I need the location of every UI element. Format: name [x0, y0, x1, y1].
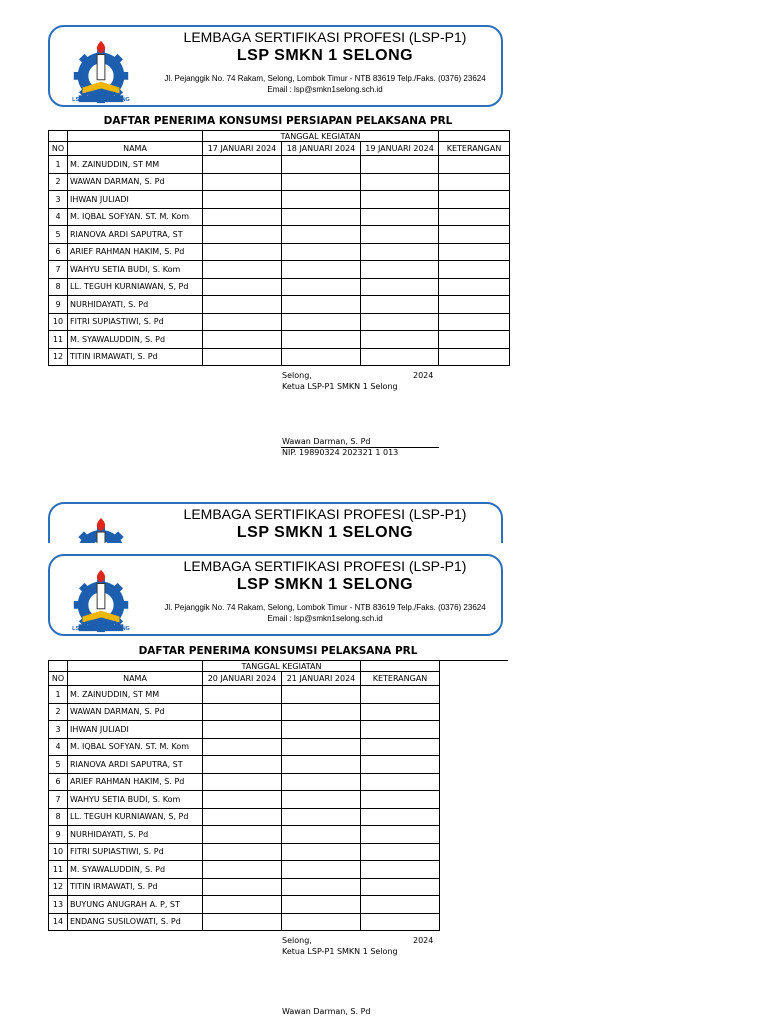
col-nama: NAMA	[68, 672, 203, 686]
email-line: Email : lsp@smkn1selong.sch.id	[267, 614, 383, 623]
col-date: 21 JANUARI 2024	[282, 672, 361, 686]
empty-cell	[439, 208, 510, 226]
row-name: TITIN IRMAWATI, S. Pd	[68, 878, 203, 896]
col-keterangan: KETERANGAN	[439, 142, 510, 156]
place: Selong,	[282, 371, 312, 380]
blank-cell	[49, 131, 68, 142]
row-number: 3	[49, 191, 68, 209]
table-row	[49, 721, 440, 739]
table-row	[49, 773, 440, 791]
empty-cell	[439, 331, 510, 349]
empty-cell	[203, 861, 282, 879]
row-number: 4	[49, 208, 68, 226]
table-row	[49, 703, 440, 721]
empty-cell	[361, 278, 439, 296]
empty-cell	[361, 686, 440, 704]
row-name: M. SYAWALUDDIN, S. Pd	[68, 331, 203, 349]
table-row	[49, 348, 510, 366]
empty-cell	[439, 348, 510, 366]
institution-address	[150, 73, 500, 95]
sheet-1-title: DAFTAR PENERIMA KONSUMSI PERSIAPAN PELAKSANA PRL	[103, 115, 453, 127]
empty-cell	[361, 878, 440, 896]
empty-cell	[361, 721, 440, 739]
signer-name: Wawan Darman, S. Pd	[282, 437, 371, 446]
empty-cell	[203, 348, 282, 366]
empty-cell	[282, 348, 361, 366]
institution-name: LEMBAGA SERTIFIKASI PROFESI (LSP-P1)	[183, 506, 467, 522]
empty-cell	[361, 173, 439, 191]
empty-cell	[361, 348, 439, 366]
empty-cell	[282, 861, 361, 879]
table-header-row	[49, 672, 440, 686]
row-name: WAHYU SETIA BUDI, S. Kom	[68, 261, 203, 279]
row-number: 1	[49, 686, 68, 704]
table-row	[49, 826, 440, 844]
row-name: WAWAN DARMAN, S. Pd	[68, 703, 203, 721]
empty-cell	[439, 278, 510, 296]
empty-cell	[203, 156, 282, 174]
group-header: TANGGAL KEGIATAN	[203, 131, 439, 142]
empty-cell	[203, 226, 282, 244]
signer-nip: NIP. 19890324 202321 1 013	[282, 448, 399, 457]
row-number: 6	[49, 773, 68, 791]
empty-cell	[282, 243, 361, 261]
row-number: 10	[49, 843, 68, 861]
table-top-rule	[438, 660, 508, 661]
letterhead-1	[48, 25, 503, 107]
row-number: 7	[49, 261, 68, 279]
empty-cell	[282, 703, 361, 721]
table-header-row	[49, 131, 510, 142]
empty-cell	[361, 226, 439, 244]
row-name: ENDANG SUSILOWATI, S. Pd	[68, 913, 203, 931]
table-row	[49, 313, 510, 331]
signer-name: Wawan Darman, S. Pd	[282, 1007, 371, 1016]
empty-cell	[203, 826, 282, 844]
empty-cell	[282, 331, 361, 349]
empty-cell	[361, 843, 440, 861]
empty-cell	[282, 791, 361, 809]
table-row	[49, 278, 510, 296]
empty-cell	[439, 296, 510, 314]
table-row	[49, 296, 510, 314]
empty-cell	[282, 156, 361, 174]
empty-cell	[361, 703, 440, 721]
col-date: 19 JANUARI 2024	[361, 142, 439, 156]
empty-cell	[203, 191, 282, 209]
empty-cell	[282, 261, 361, 279]
row-name: M. IQBAL SOFYAN. ST. M. Kom	[68, 208, 203, 226]
empty-cell	[203, 243, 282, 261]
empty-cell	[282, 826, 361, 844]
table-row	[49, 686, 440, 704]
empty-cell	[282, 843, 361, 861]
logo-caption: LSP SMKN 1 SELONG	[72, 97, 130, 103]
empty-cell	[361, 191, 439, 209]
signer-role: Ketua LSP-P1 SMKN 1 Selong	[282, 947, 398, 956]
year: 2024	[413, 936, 434, 945]
empty-cell	[282, 896, 361, 914]
table-row	[49, 173, 510, 191]
empty-cell	[282, 686, 361, 704]
row-name: ARIEF RAHMAN HAKIM, S. Pd	[68, 773, 203, 791]
col-nama: NAMA	[68, 142, 203, 156]
row-number: 5	[49, 756, 68, 774]
row-name: IHWAN JULIADI	[68, 721, 203, 739]
row-number: 5	[49, 226, 68, 244]
table-row	[49, 913, 440, 931]
row-number: 3	[49, 721, 68, 739]
empty-cell	[203, 278, 282, 296]
row-name: M. IQBAL SOFYAN. ST. M. Kom	[68, 738, 203, 756]
table-row	[49, 156, 510, 174]
sheet-2-table	[48, 660, 440, 931]
blank-cell	[68, 131, 203, 142]
row-name: RIANOVA ARDI SAPUTRA, ST	[68, 226, 203, 244]
col-date: 20 JANUARI 2024	[203, 672, 282, 686]
blank-cell	[49, 661, 68, 672]
col-keterangan: KETERANGAN	[361, 672, 440, 686]
empty-cell	[203, 791, 282, 809]
row-name: NURHIDAYATI, S. Pd	[68, 826, 203, 844]
table-row	[49, 208, 510, 226]
empty-cell	[361, 296, 439, 314]
table-row	[49, 756, 440, 774]
institution-short-name: LSP SMKN 1 SELONG	[236, 524, 414, 541]
empty-cell	[282, 313, 361, 331]
empty-cell	[203, 913, 282, 931]
empty-cell	[439, 261, 510, 279]
empty-cell	[203, 173, 282, 191]
letterhead-2	[48, 554, 503, 636]
empty-cell	[439, 226, 510, 244]
table-row	[49, 878, 440, 896]
table-row	[49, 808, 440, 826]
empty-cell	[282, 738, 361, 756]
row-name: M. ZAINUDDIN, ST MM	[68, 686, 203, 704]
row-number: 11	[49, 331, 68, 349]
row-number: 8	[49, 808, 68, 826]
row-number: 2	[49, 173, 68, 191]
row-name: LL. TEGUH KURNIAWAN, S, Pd	[68, 278, 203, 296]
row-name: FITRI SUPIASTIWI, S. Pd	[68, 313, 203, 331]
empty-cell	[361, 913, 440, 931]
empty-cell	[203, 296, 282, 314]
empty-cell	[203, 208, 282, 226]
empty-cell	[282, 878, 361, 896]
empty-cell	[361, 208, 439, 226]
empty-cell	[282, 173, 361, 191]
row-number: 6	[49, 243, 68, 261]
sheet-2-signature	[282, 935, 442, 1017]
empty-cell	[361, 243, 439, 261]
empty-cell	[203, 878, 282, 896]
table-row	[49, 896, 440, 914]
empty-cell	[282, 191, 361, 209]
sheet-1-signature	[282, 370, 442, 458]
empty-cell	[361, 313, 439, 331]
empty-cell	[361, 756, 440, 774]
row-number: 1	[49, 156, 68, 174]
address-line: Jl. Pejanggik No. 74 Rakam, Selong, Lombok Timur - NTB 83619 Telp./Faks. (0376) 23624	[164, 74, 486, 83]
row-number: 14	[49, 913, 68, 931]
signature-line	[281, 447, 439, 448]
empty-cell	[203, 843, 282, 861]
empty-cell	[282, 278, 361, 296]
empty-cell	[203, 703, 282, 721]
empty-cell	[203, 261, 282, 279]
page-break	[44, 543, 514, 553]
row-name: M. SYAWALUDDIN, S. Pd	[68, 861, 203, 879]
empty-cell	[361, 261, 439, 279]
empty-cell	[203, 331, 282, 349]
row-number: 10	[49, 313, 68, 331]
row-name: WAHYU SETIA BUDI, S. Kom	[68, 791, 203, 809]
address-line: Jl. Pejanggik No. 74 Rakam, Selong, Lombok Timur - NTB 83619 Telp./Faks. (0376) 23624	[164, 603, 486, 612]
row-name: LL. TEGUH KURNIAWAN, S, Pd	[68, 808, 203, 826]
table-row	[49, 791, 440, 809]
empty-cell	[282, 208, 361, 226]
table-row	[49, 191, 510, 209]
table-row	[49, 243, 510, 261]
empty-cell	[203, 313, 282, 331]
blank-cell	[439, 131, 510, 142]
col-no: NO	[49, 142, 68, 156]
empty-cell	[439, 191, 510, 209]
col-date: 18 JANUARI 2024	[282, 142, 361, 156]
row-name: NURHIDAYATI, S. Pd	[68, 296, 203, 314]
signer-role: Ketua LSP-P1 SMKN 1 Selong	[282, 382, 398, 391]
empty-cell	[439, 313, 510, 331]
empty-cell	[203, 721, 282, 739]
institution-address	[150, 602, 500, 624]
row-name: FITRI SUPIASTIWI, S. Pd	[68, 843, 203, 861]
empty-cell	[282, 721, 361, 739]
row-number: 7	[49, 791, 68, 809]
col-no: NO	[49, 672, 68, 686]
table-row	[49, 331, 510, 349]
empty-cell	[361, 791, 440, 809]
empty-cell	[203, 738, 282, 756]
empty-cell	[282, 296, 361, 314]
group-header: TANGGAL KEGIATAN	[203, 661, 361, 672]
empty-cell	[203, 808, 282, 826]
empty-cell	[203, 896, 282, 914]
empty-cell	[439, 156, 510, 174]
email-line: Email : lsp@smkn1selong.sch.id	[267, 85, 383, 94]
empty-cell	[282, 756, 361, 774]
empty-cell	[203, 756, 282, 774]
row-number: 13	[49, 896, 68, 914]
empty-cell	[361, 738, 440, 756]
place: Selong,	[282, 936, 312, 945]
row-number: 12	[49, 878, 68, 896]
empty-cell	[361, 156, 439, 174]
sheet-1-table	[48, 130, 510, 366]
empty-cell	[203, 686, 282, 704]
empty-cell	[361, 773, 440, 791]
row-name: RIANOVA ARDI SAPUTRA, ST	[68, 756, 203, 774]
row-name: ARIEF RAHMAN HAKIM, S. Pd	[68, 243, 203, 261]
table-header-row	[49, 142, 510, 156]
row-number: 8	[49, 278, 68, 296]
empty-cell	[203, 773, 282, 791]
empty-cell	[361, 861, 440, 879]
institution-short-name: LSP SMKN 1 SELONG	[236, 47, 414, 64]
row-name: BUYUNG ANUGRAH A. P, ST	[68, 896, 203, 914]
row-name: IHWAN JULIADI	[68, 191, 203, 209]
table-header-row	[49, 661, 440, 672]
year: 2024	[413, 371, 434, 380]
table-row	[49, 861, 440, 879]
table-row	[49, 226, 510, 244]
row-number: 9	[49, 826, 68, 844]
empty-cell	[361, 896, 440, 914]
row-name: M. ZAINUDDIN, ST MM	[68, 156, 203, 174]
institution-short-name: LSP SMKN 1 SELONG	[236, 576, 414, 593]
empty-cell	[282, 773, 361, 791]
row-number: 11	[49, 861, 68, 879]
row-number: 12	[49, 348, 68, 366]
row-name: TITIN IRMAWATI, S. Pd	[68, 348, 203, 366]
row-number: 4	[49, 738, 68, 756]
empty-cell	[282, 913, 361, 931]
empty-cell	[439, 173, 510, 191]
empty-cell	[282, 226, 361, 244]
table-row	[49, 843, 440, 861]
empty-cell	[282, 808, 361, 826]
row-name: WAWAN DARMAN, S. Pd	[68, 173, 203, 191]
blank-cell	[361, 661, 440, 672]
table-row	[49, 261, 510, 279]
col-date: 17 JANUARI 2024	[203, 142, 282, 156]
sheet-2-title: DAFTAR PENERIMA KONSUMSI PELAKSANA PRL	[138, 645, 418, 657]
blank-cell	[68, 661, 203, 672]
empty-cell	[361, 826, 440, 844]
empty-cell	[361, 331, 439, 349]
row-number: 2	[49, 703, 68, 721]
table-row	[49, 738, 440, 756]
logo-caption: LSP SMKN 1 SELONG	[72, 626, 130, 632]
empty-cell	[439, 243, 510, 261]
institution-name: LEMBAGA SERTIFIKASI PROFESI (LSP-P1)	[183, 558, 467, 574]
institution-name: LEMBAGA SERTIFIKASI PROFESI (LSP-P1)	[183, 29, 467, 45]
row-number: 9	[49, 296, 68, 314]
empty-cell	[361, 808, 440, 826]
